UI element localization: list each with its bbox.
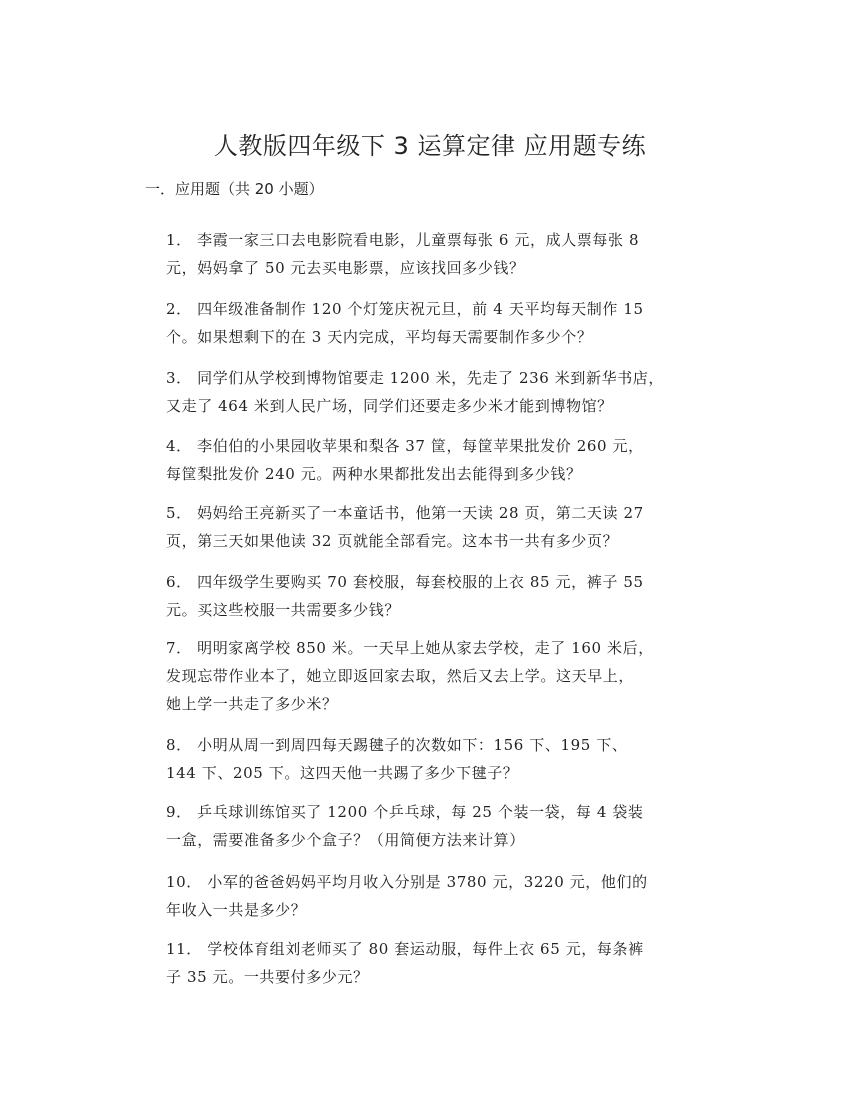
problem-line: 元，妈妈拿了 50 元去买电影票，应该找回多少钱？ <box>166 259 525 277</box>
problem-line: 5． 妈妈给王亮新买了一本童话书，他第一天读 28 页，第二天读 27 <box>166 504 644 522</box>
problem-line: 11． 学校体育组刘老师买了 80 套运动服，每件上衣 65 元，每条裤 <box>166 940 644 958</box>
problem-line: 2． 四年级准备制作 120 个灯笼庆祝元旦，前 4 天平均每天制作 15 <box>166 300 644 318</box>
problem-line: 她上学一共走了多少米？ <box>166 695 338 713</box>
problem-line: 发现忘带作业本了，她立即返回家去取，然后又去上学。这天早上， <box>166 667 635 685</box>
problem-line: 1． 李霞一家三口去电影院看电影，儿童票每张 6 元，成人票每张 8 <box>166 231 640 249</box>
problem-line: 10． 小军的爸爸妈妈平均月收入分别是 3780 元，3220 元，他们的 <box>166 873 648 891</box>
section-heading: 一．应用题（共 20 小题） <box>145 180 324 198</box>
problem-line: 又走了 464 米到人民广场，同学们还要走多少米才能到博物馆？ <box>166 397 613 415</box>
problem-line: 7． 明明家离学校 850 米。一天早上她从家去学校，走了 160 米后， <box>166 639 654 657</box>
problem-item <box>166 568 696 624</box>
problem-item <box>166 295 696 351</box>
problem-line: 子 35 元。一共要付多少元？ <box>166 968 369 986</box>
problem-item <box>166 226 696 282</box>
problem-item <box>166 499 696 555</box>
problem-line: 年收入一共是多少？ <box>166 901 307 919</box>
problem-line: 3． 同学们从学校到博物馆要走 1200 米，先走了 236 米到新华书店， <box>166 369 664 387</box>
problem-line: 个。如果想剩下的在 3 天内完成，平均每天需要制作多少个？ <box>166 328 593 346</box>
problem-line: 4． 李伯伯的小果园收苹果和梨各 37 筐，每筐苹果批发价 260 元， <box>166 437 644 455</box>
document-title: 人教版四年级下 3 运算定律 应用题专练 <box>213 132 647 160</box>
problem-line: 6． 四年级学生要购买 70 套校服，每套校服的上衣 85 元，裤子 55 <box>166 573 644 591</box>
problem-line: 8． 小明从周一到周四每天踢毽子的次数如下：156 下、195 下、 <box>166 736 628 754</box>
problem-line: 一盒，需要准备多少个盒子？（用简便方法来计算） <box>166 831 525 849</box>
problem-line: 元。买这些校服一共需要多少钱？ <box>166 601 401 619</box>
problem-line: 144 下、205 下。这四天他一共踢了多少下毽子？ <box>166 764 519 782</box>
problem-item <box>166 634 696 718</box>
problem-item <box>166 868 696 924</box>
problem-line: 页，第三天如果他读 32 页就能全部看完。这本书一共有多少页？ <box>166 532 619 550</box>
problem-item <box>166 364 696 420</box>
problem-item <box>166 935 696 991</box>
problem-item <box>166 731 696 787</box>
problem-line: 每筐梨批发价 240 元。两种水果都批发出去能得到多少钱？ <box>166 465 582 483</box>
problem-line: 9． 乒乓球训练馆买了 1200 个乒乓球，每 25 个装一袋，每 4 袋装 <box>166 803 644 821</box>
problem-item <box>166 432 696 488</box>
problem-item <box>166 798 696 854</box>
